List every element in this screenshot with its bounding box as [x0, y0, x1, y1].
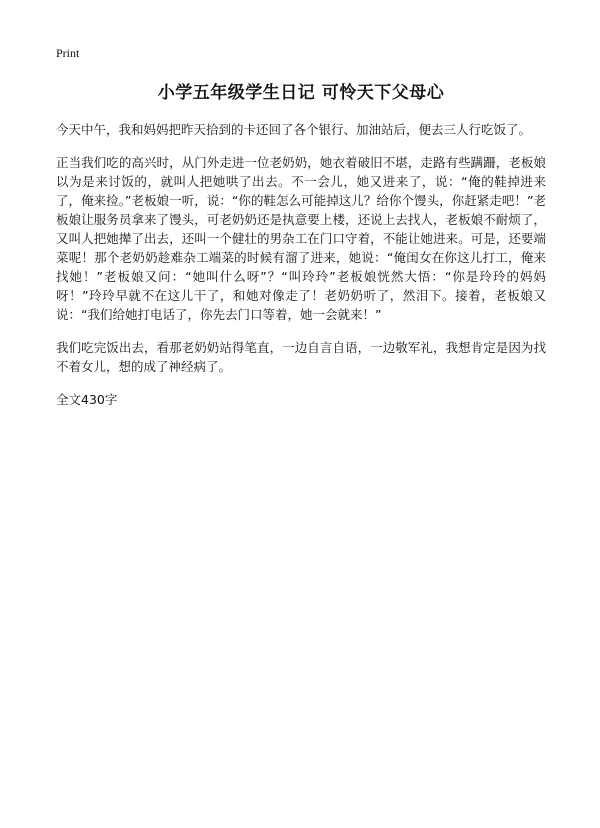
word-count: 全文430字 — [56, 392, 118, 407]
article-paragraph-3: 我们吃完饭出去，看那老奶奶站得笔直，一边自言自语，一边敬军礼，我想肯定是因为找不着女儿，想的成了神经病了。 — [56, 340, 546, 374]
article-body — [56, 120, 546, 409]
article-title: 小学五年级学生日记 可怜天下父母心 — [157, 83, 445, 103]
article-paragraph-2: 正当我们吃的高兴时，从门外走进一位老奶奶，她衣着破旧不堪，走路有些蹒跚，老板娘以为是来讨饭的，就叫人把她哄了出去。不一会儿，她又进来了，说：“俺的鞋掉进来了，俺来捡。”老板娘一听，说：“你的鞋怎么可能掉这儿？给你个馒头，你赶紧走吧！”老板娘让服务员拿来了馒头，可老奶奶还是执意要上楼，还说上去找人，老板娘不耐烦了，又叫人把她撵了出去，还叫一个健壮的男杂工在门口守着，不能让她进来。可是，还要端菜呢！那个老奶奶趁难杂工端菜的时候有溜了进来，她说：“俺闺女在你这儿打工，俺来找她！”老板娘又问：“她叫什么呀”？“叫玲玲”老板娘恍然大悟：“你是玲玲的妈妈呀！”玲玲早就不在这儿干了，和她对像走了！老奶奶听了，然泪下。接着，老板娘又说：“我们给她打电话了，你先去门口等着，她一会就来！” — [56, 155, 546, 322]
article-paragraph-1: 今天中午，我和妈妈把昨天拾到的卡还回了各个银行、加油站后，便去三人行吃饭了。 — [56, 122, 532, 137]
print-link[interactable]: Print — [56, 46, 80, 60]
